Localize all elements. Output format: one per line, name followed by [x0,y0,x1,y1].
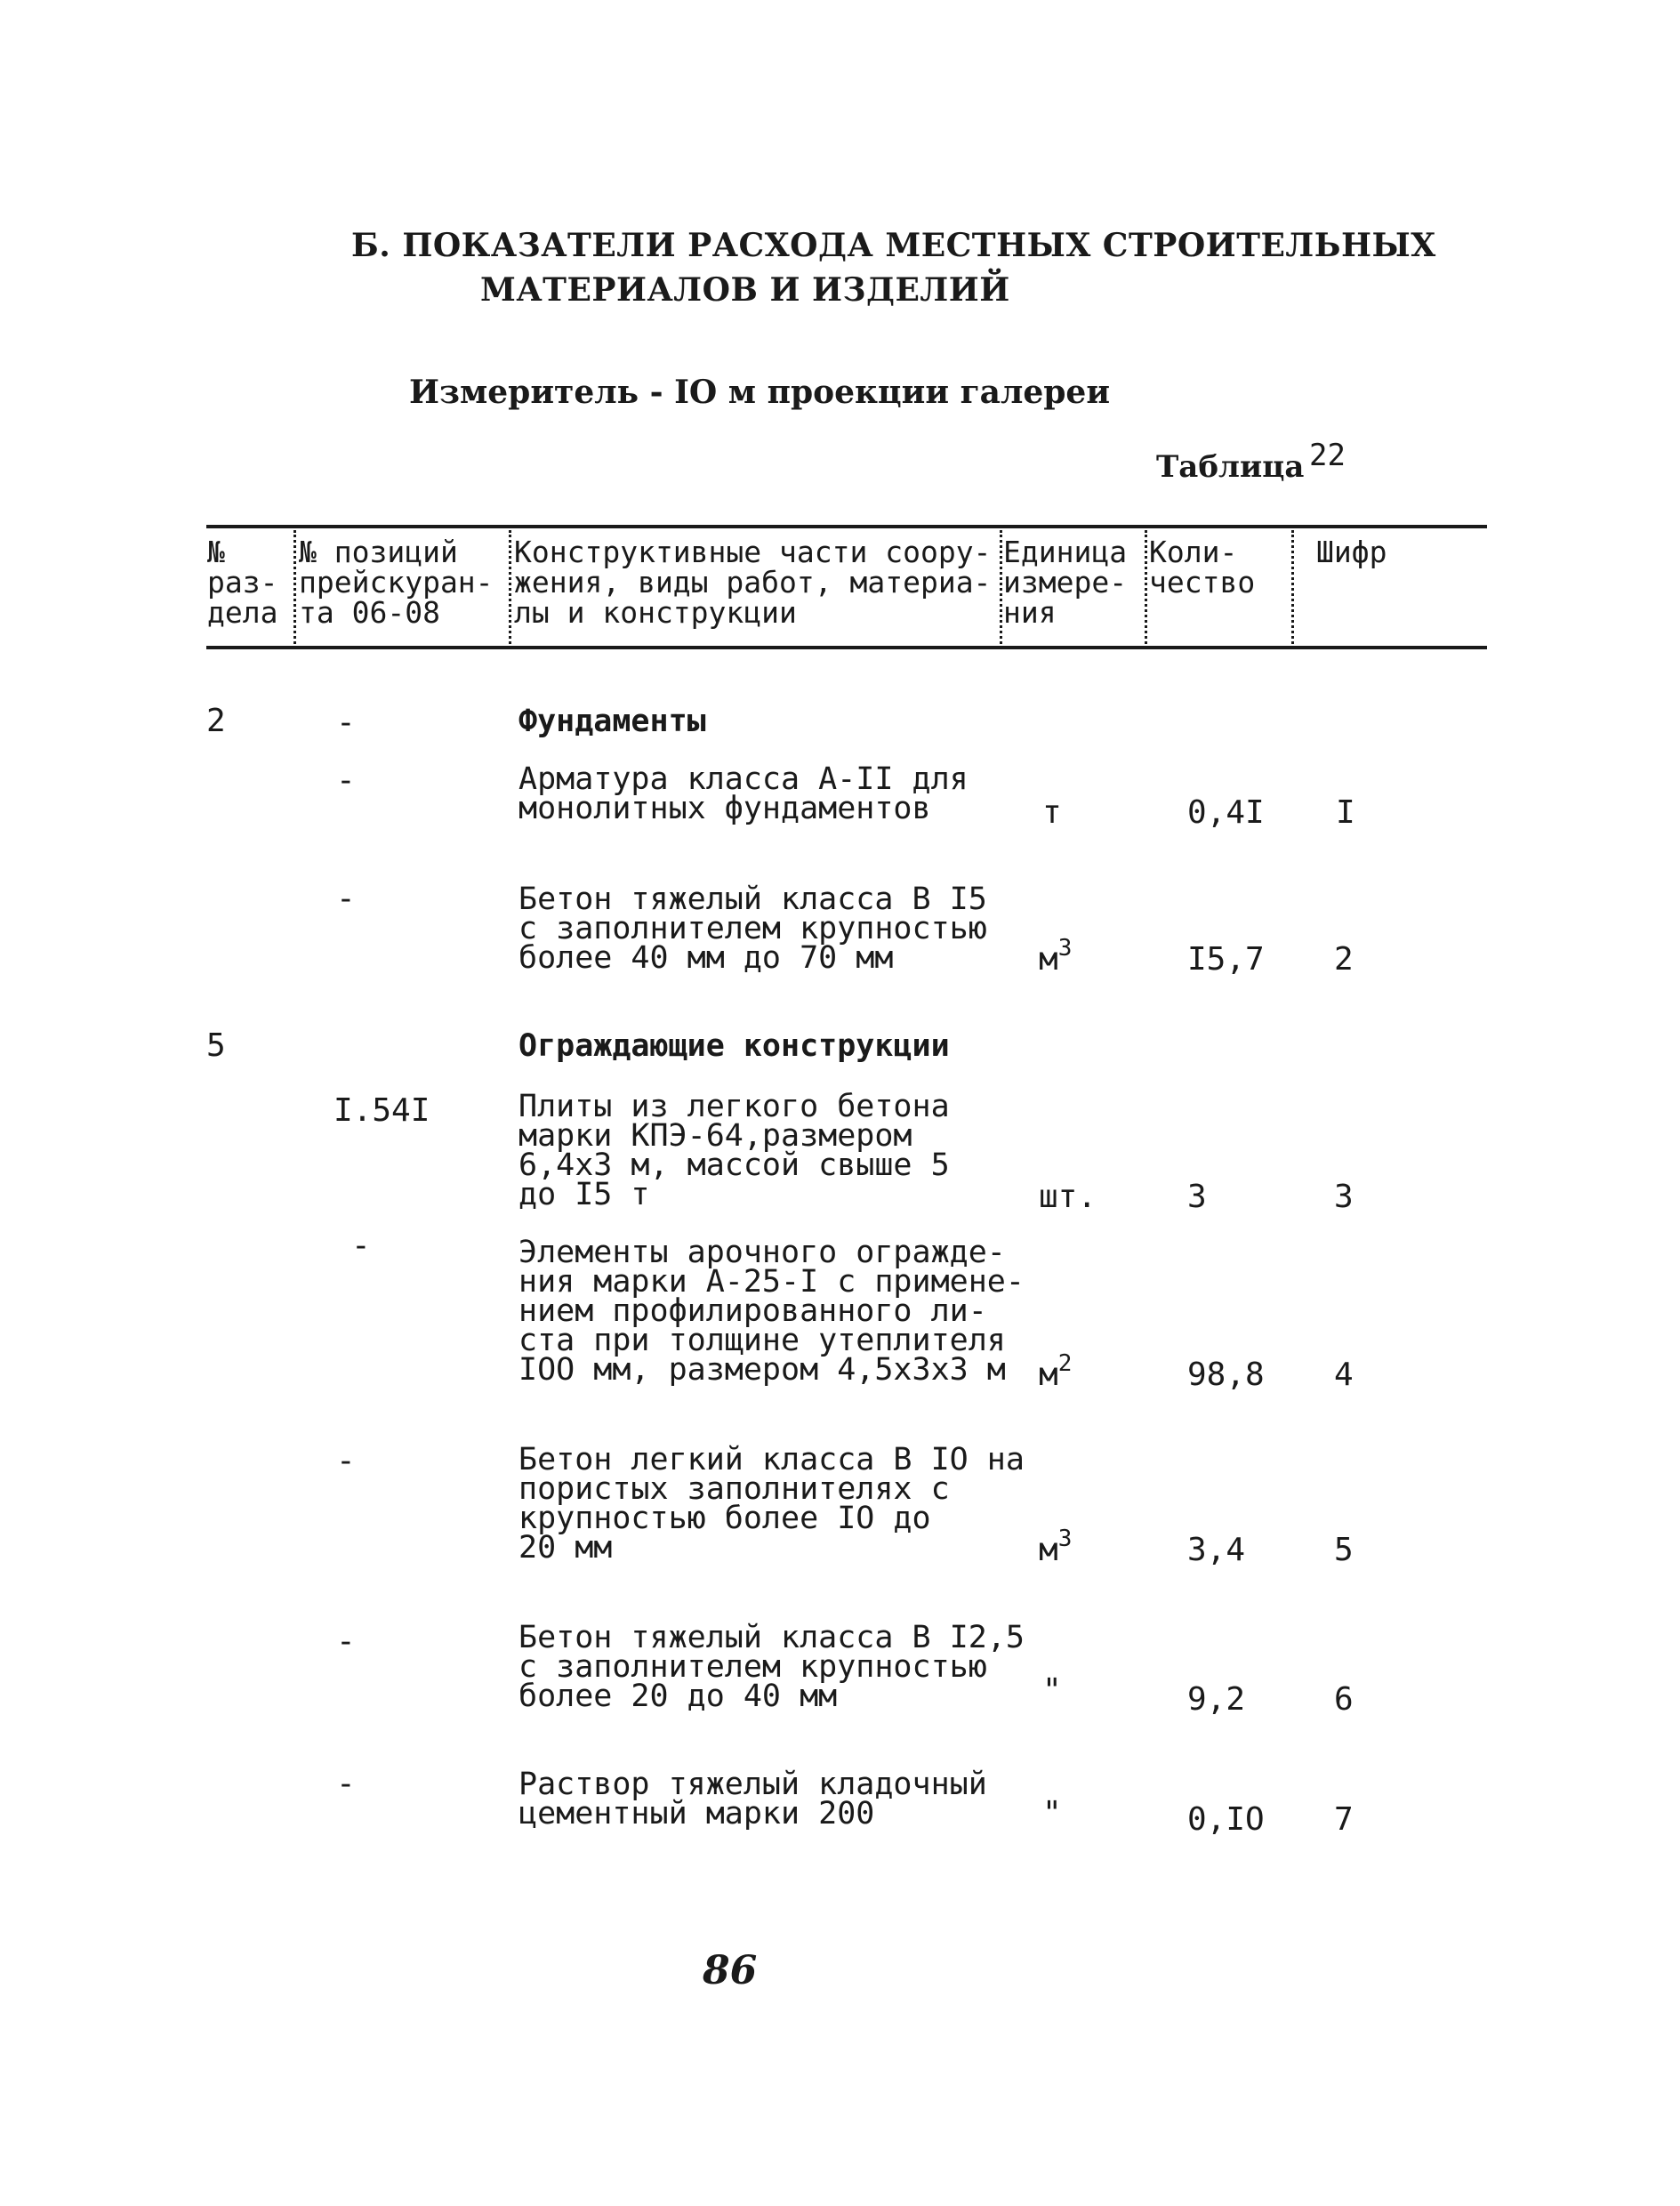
row-unit: $м^3$ [1039,1526,1073,1568]
row-unit: $м^2$ [1039,1350,1073,1393]
meter-caption: Измеритель - IO м проекции галереи [409,374,1111,411]
row-description: Бетон легкий класса В IO на пористых заполнителях с крупностью более IO до 20 мм [518,1442,1025,1566]
row-section: 5 [206,1027,226,1064]
row-unit: т [1042,794,1062,831]
header-description: Конструктивные части соору- жения, виды работ, материа- лы и конструкции [514,535,992,630]
column-separator [1291,530,1294,644]
row-position: - [351,1228,371,1264]
row-position: - [336,1623,356,1660]
row-quantity: 3,4 [1187,1532,1246,1568]
row-quantity: 98,8 [1187,1357,1265,1393]
row-description: Ограждающие конструкции [518,1028,950,1064]
row-unit: $м^3$ [1039,935,1073,978]
row-unit: " [1042,1795,1062,1832]
table-label: Таблица [1156,449,1305,485]
header-section: № раз- дела [207,535,278,630]
column-separator [293,530,296,644]
column-separator [509,530,511,644]
row-unit: " [1042,1672,1062,1709]
row-code: 2 [1334,941,1354,978]
column-separator [1145,530,1147,644]
header-top-rule [206,525,1487,528]
row-code: 4 [1334,1357,1354,1393]
row-description: Элементы арочного огражде- ния марки А-25-I с примене- нием профилированного ли- ста при толщине утеплителя IOO мм, размером 4,5х3х3 м [518,1235,1025,1388]
document-heading-line2: МАТЕРИАЛОВ И ИЗДЕЛИЙ [480,271,1010,309]
row-quantity: 0,4I [1187,794,1265,831]
row-position: - [336,1766,356,1802]
row-code: 3 [1334,1179,1354,1215]
row-description: Бетон тяжелый класса В I5 с заполнителем крупностью более 40 мм до 70 мм [518,882,987,976]
page-number: 86 [703,1948,758,1993]
row-position: I.54I [334,1092,430,1129]
row-description: Фундаменты [518,704,706,739]
row-position: - [336,704,356,741]
row-position: - [336,762,356,799]
row-code: 5 [1334,1532,1354,1568]
header-unit: Единица измере- ния [1003,535,1128,630]
row-quantity: 9,2 [1187,1681,1246,1718]
row-description: Раствор тяжелый кладочный цементный марки 200 [518,1767,987,1832]
row-quantity: 0,IO [1187,1801,1265,1838]
header-quantity: Коли- чество [1149,535,1256,600]
row-position: - [336,1443,356,1479]
row-description: Плиты из легкого бетона марки КПЭ-64,размером 6,4х3 м, массой свыше 5 до I5 т [518,1089,950,1212]
row-quantity: I5,7 [1187,941,1265,978]
row-code: 7 [1334,1801,1354,1838]
row-description: Арматура класса А-II для монолитных фундаментов [518,761,969,826]
row-position: - [336,881,356,917]
row-code: I [1336,794,1355,831]
row-code: 6 [1334,1681,1354,1718]
document-heading-line1: Б. ПОКАЗАТЕЛИ РАСХОДА МЕСТНЫХ СТРОИТЕЛЬНЫХ [351,227,1436,264]
row-section: 2 [206,703,226,739]
row-description: Бетон тяжелый класса В I2,5 с заполнителем крупностью более 20 до 40 мм [518,1620,1025,1714]
table-number: 22 [1309,438,1346,473]
row-unit: шт. [1039,1179,1097,1215]
column-separator [1000,530,1002,644]
header-code: Шифр [1316,535,1387,569]
row-quantity: 3 [1187,1179,1207,1215]
header-position: № позиций прейскуран- та 06-08 [299,535,494,630]
header-bottom-rule [206,646,1487,649]
